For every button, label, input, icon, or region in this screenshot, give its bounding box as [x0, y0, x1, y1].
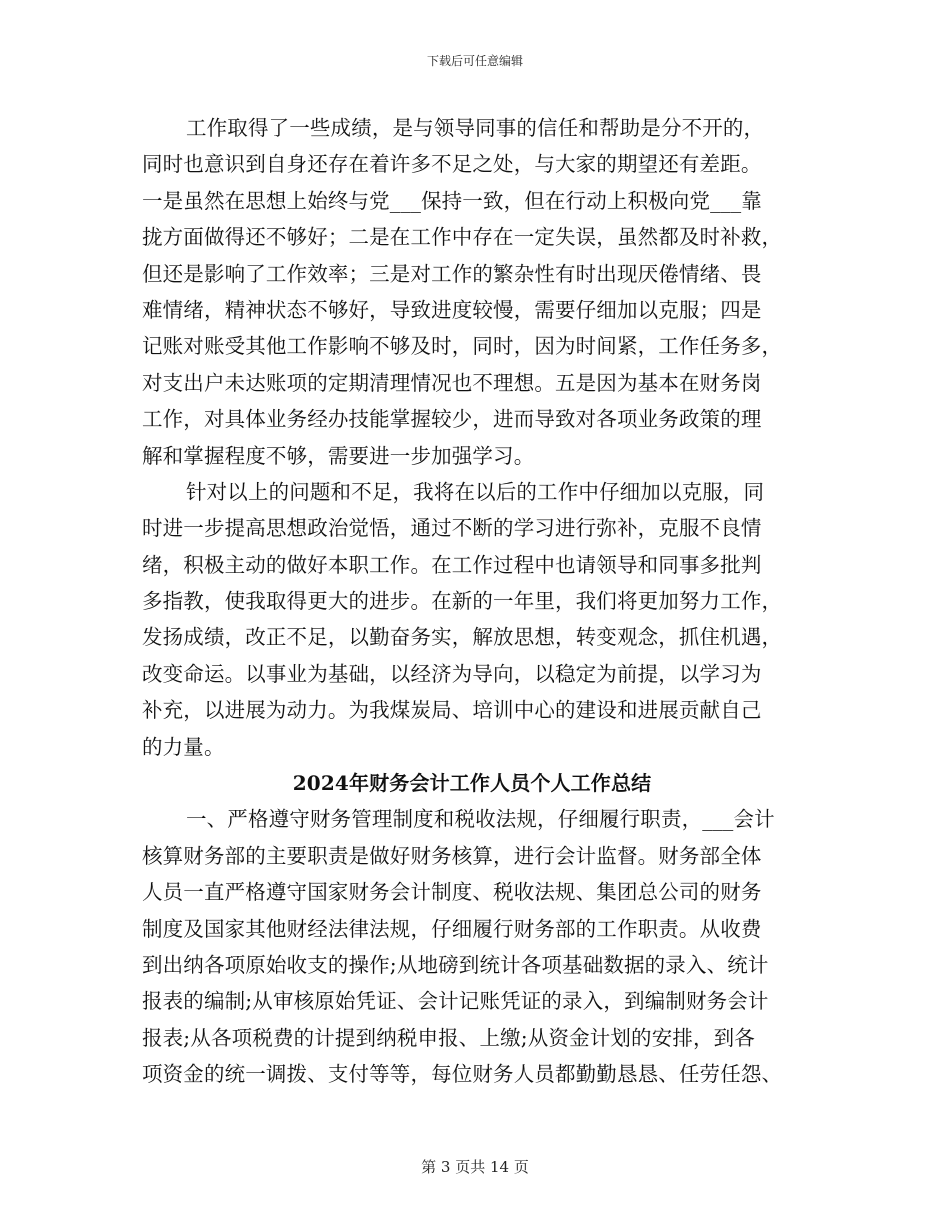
- paragraph-line: 同时也意识到自身还存在着许多不足之处，与大家的期望还有差距。: [142, 152, 762, 177]
- paragraph-line: 补充，以进展为动力。为我煤炭局、培训中心的建设和进展贡献自己: [142, 698, 762, 723]
- paragraph-line: 时进一步提高思想政治觉悟，通过不断的学习进行弥补，克服不良情: [142, 516, 762, 541]
- document-body: [142, 110, 802, 1093]
- section-title: 2024年财务会计工作人员个人工作总结: [292, 771, 652, 796]
- page-header: 下载后可任意编辑: [426, 54, 523, 68]
- paragraph-line: 项资金的统一调拨、支付等等，每位财务人员都勤勤恳恳、任劳任怨、: [142, 1062, 783, 1087]
- paragraph-line: 工作取得了一些成绩，是与领导同事的信任和帮助是分不开的，: [186, 116, 765, 140]
- paragraph-line: 核算财务部的主要职责是做好财务核算，进行会计监督。财务部全体: [142, 843, 762, 868]
- paragraph-line: 绪，积极主动的做好本职工作。在工作过程中也请领导和同事多批判: [142, 552, 762, 577]
- paragraph-line: 多指教，使我取得更大的进步。在新的一年里，我们将更加努力工作，: [142, 589, 783, 614]
- paragraph-line: 但还是影响了工作效率；三是对工作的繁杂性有时出现厌倦情绪、畏: [142, 261, 762, 286]
- paragraph-line: 对支出户未达账项的定期清理情况也不理想。五是因为基本在财务岗: [142, 370, 762, 395]
- paragraph-line: 拢方面做得还不够好；二是在工作中存在一定失误，虽然都及时补救，: [142, 225, 783, 250]
- paragraph-line: 工作，对具体业务经办技能掌握较少，进而导致对各项业务政策的理: [142, 407, 762, 432]
- paragraph-line: 发扬成绩，改正不足，以勤奋务实，解放思想，转变观念，抓住机遇，: [142, 625, 783, 650]
- paragraph-line: 到出纳各项原始收支的操作;从地磅到统计各项基础数据的录入、统计: [142, 952, 769, 977]
- paragraph-line: 记账对账受其他工作影响不够及时，同时，因为时间紧，工作任务多，: [142, 334, 783, 359]
- page-footer: 第 3 页共 14 页: [421, 1158, 529, 1176]
- paragraph-line: 针对以上的问题和不足，我将在以后的工作中仔细加以克服，同: [186, 479, 765, 504]
- paragraph-line: 难情绪，精神状态不够好，导致进度较慢，需要仔细加以克服；四是: [142, 297, 762, 322]
- paragraph-line: 改变命运。以事业为基础，以经济为导向，以稳定为前提，以学习为: [142, 661, 762, 686]
- paragraph-line: 一是虽然在思想上始终与党___保持一致，但在行动上积极向党___靠: [142, 188, 762, 213]
- paragraph-line: 一、严格遵守财务管理制度和税收法规，仔细履行职责，___会计: [186, 807, 775, 832]
- paragraph-line: 报表;从各项税费的计提到纳税申报、上缴;从资金计划的安排，到各: [142, 1025, 755, 1050]
- paragraph-line: 制度及国家其他财经法律法规，仔细履行财务部的工作职责。从收费: [142, 916, 762, 941]
- paragraph-line: 的力量。: [142, 734, 225, 759]
- paragraph-line: 报表的编制;从审核原始凭证、会计记账凭证的录入，到编制财务会计: [142, 989, 769, 1014]
- paragraph-line: 人员一直严格遵守国家财务会计制度、税收法规、集团总公司的财务: [142, 880, 762, 905]
- paragraph-line: 解和掌握程度不够，需要进一步加强学习。: [142, 443, 535, 468]
